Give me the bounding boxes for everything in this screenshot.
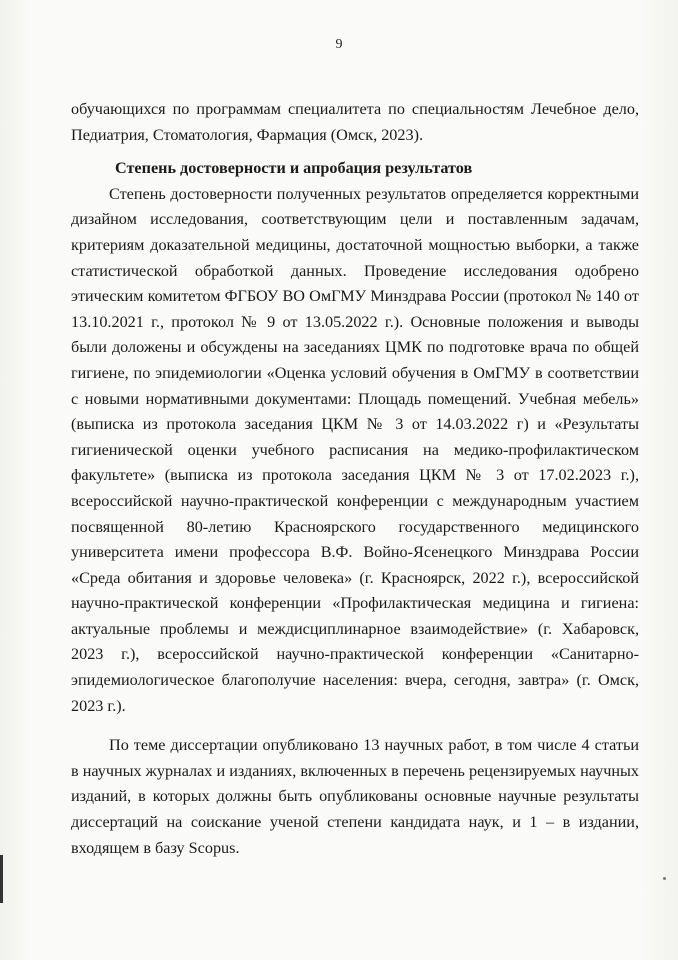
reliability-paragraph: Степень достоверности полученных результатов определяется корректными дизайном исследования, соответствующим цели и поставленным задачам, критериям доказательной медицины, достаточной мощностью выборки, а также статистической обработкой данных. Проведение исследования одобрено этическим комитетом ФГБОУ ВО ОмГМУ Минздрава России (протокол № 140 от 13.10.2021 г., протокол № 9 от 13.05.2022 г.). Основные положения и выводы были доложены и обсуждены на заседаниях ЦМК по подготовке врача по общей гигиене, по эпидемиологии «Оценка условий обучения в ОмГМУ в соответствии с новыми нормативными документами: Площадь помещений. Учебная мебель» (выписка из протокола заседания ЦКМ № 3 от 14.03.2022 г) и «Результаты гигиенической оценки учебного расписания на медико-профилактическом факультете» (выписка из протокола заседания ЦКМ № 3 от 17.02.2023 г.), всероссийской научно-практической конференции с международным участием посвященной 80-летию Красноярского государственного медицинского университета имени профессора В.Ф. Войно-Ясенецкого Минздрава России «Среда обитания и здоровье человека» (г. Красноярск, 2022 г.), всероссийской научно-практической конференции «Профилактическая медицина и гигиена: актуальные проблемы и междисциплинарное взаимодействие» (г. Хабаровск, 2023 г.), всероссийской научно-практической конференции «Санитарно-эпидемиологическое благополучие населения: вчера, сегодня, завтра» (г. Омск, 2023 г.). <box>71 184 639 715</box>
intro-paragraph: обучающихся по программам специалитета по специальностям Лечебное дело, Педиатрия, Стоматология, Фармация (Омск, 2023). <box>71 100 639 144</box>
section-heading: Степень достоверности и апробация результатов <box>115 159 473 178</box>
scan-edge-mark <box>0 855 3 903</box>
page-number: 9 <box>335 37 343 52</box>
publications-paragraph: По теме диссертации опубликовано 13 научных работ, в том числе 4 статьи в научных журналах и изданиях, включенных в перечень рецензируемых научных изданий, в которых должны быть опубликованы основные научные результаты диссертаций на соискание ученой степени кандидата наук, и 1 – в издании, входящем в базу Scopus. <box>71 736 639 857</box>
scan-speck <box>663 877 666 880</box>
page-content <box>71 97 639 861</box>
